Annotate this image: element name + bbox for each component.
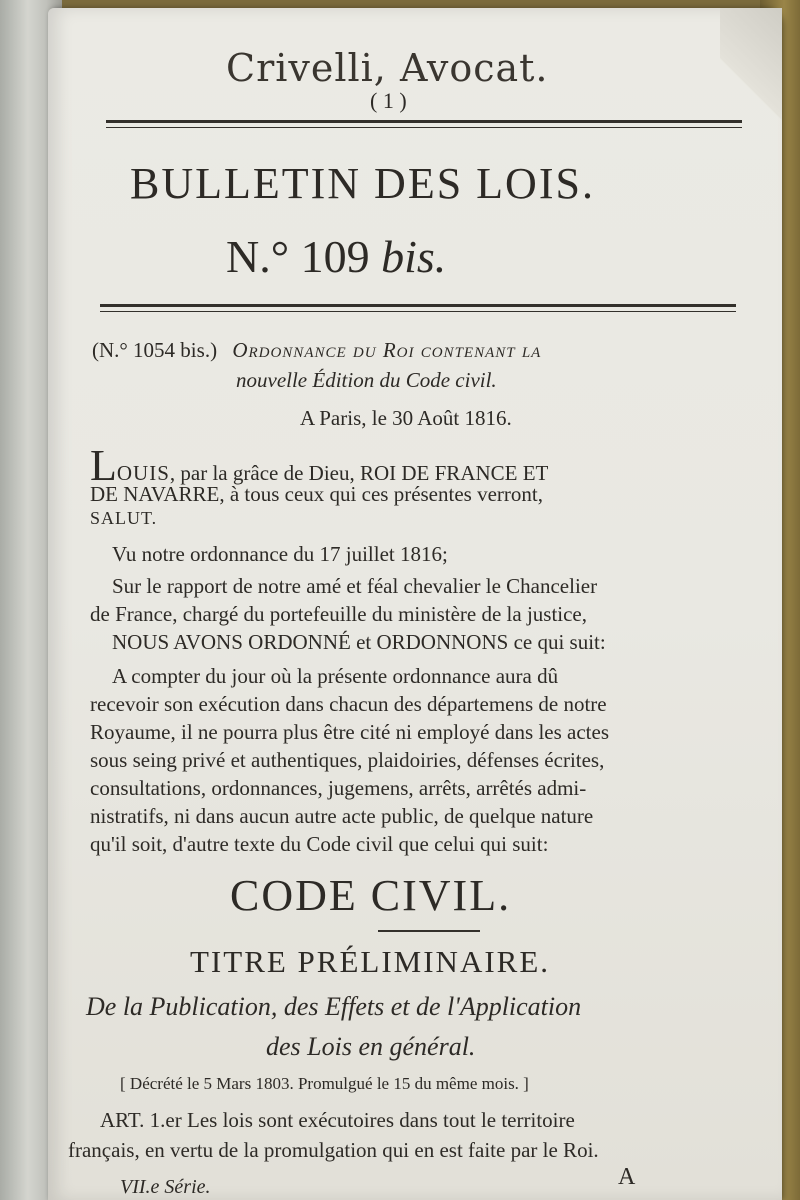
bulletin-number-suffix: bis. bbox=[381, 231, 447, 282]
handwritten-note: Crivelli, Avocat. bbox=[226, 46, 549, 90]
subtitle-line-1: De la Publication, des Effets et de l'Application bbox=[86, 992, 582, 1021]
drop-cap: L bbox=[90, 441, 117, 490]
ordonnance-heading-line2: nouvelle Édition du Code civil. bbox=[236, 368, 497, 392]
header-rule bbox=[100, 304, 736, 307]
ordonnance-ref: (N.° 1054 bis.) bbox=[92, 338, 218, 362]
decree-note: [ Décrété le 5 Mars 1803. Promulgué le 15 du même mois. ] bbox=[120, 1074, 529, 1093]
body-line-14: qu'il soit, d'autre texte du Code civil que celui qui suit: bbox=[90, 832, 549, 856]
body-line-13: nistratifs, ni dans aucun autre acte public, de quelque nature bbox=[90, 804, 594, 828]
page-number: ( 1 ) bbox=[370, 88, 407, 113]
titre-preliminaire: TITRE PRÉLIMINAIRE. bbox=[190, 944, 551, 979]
body-line-4: Vu notre ordonnance du 17 juillet 1816; bbox=[112, 542, 448, 566]
body-line-11: sous seing privé et authentiques, plaidoiries, défenses écrites, bbox=[90, 748, 605, 772]
body-line-1-rest: , par la grâce de Dieu, ROI DE FRANCE ET bbox=[169, 461, 549, 485]
article-1-line-2: français, en vertu de la promulgation qui en est faite par le Roi. bbox=[68, 1138, 599, 1162]
body-line-8: A compter du jour où la présente ordonnance aura dû bbox=[112, 664, 559, 688]
ordonnance-heading: Ordonnance du Roi contenant la bbox=[232, 338, 542, 362]
top-rule bbox=[106, 120, 742, 123]
body-line-2: DE NAVARRE, à tous ceux qui ces présentes verront, bbox=[90, 482, 543, 506]
bulletin-number-prefix: N.° 109 bbox=[226, 231, 370, 282]
body-line-5: Sur le rapport de notre amé et féal chevalier le Chancelier bbox=[112, 574, 598, 598]
body-line-3: SALUT. bbox=[90, 508, 158, 528]
ordonnance-heading-line1 bbox=[92, 338, 541, 363]
bulletin-number bbox=[226, 230, 446, 283]
ordonnance-date: A Paris, le 30 Août 1816. bbox=[300, 406, 512, 430]
series-label: VII.e Série. bbox=[120, 1176, 211, 1198]
title-separator bbox=[378, 930, 480, 932]
body-line-9: recevoir son exécution dans chacun des départemens de notre bbox=[90, 692, 607, 716]
body-line-7: NOUS AVONS ORDONNÉ et ORDONNONS ce qui suit: bbox=[112, 630, 606, 654]
body-line-10: Royaume, il ne pourra plus être cité ni employé dans les actes bbox=[90, 720, 610, 744]
body-line-12: consultations, ordonnances, jugemens, arrêts, arrêtés admi- bbox=[90, 776, 587, 800]
subtitle-line-2: des Lois en général. bbox=[266, 1032, 476, 1061]
king-name: OUIS bbox=[116, 461, 170, 485]
body-line-6: de France, chargé du portefeuille du ministère de la justice, bbox=[90, 602, 588, 626]
document-page bbox=[48, 8, 782, 1200]
bulletin-title: BULLETIN DES LOIS. bbox=[130, 159, 595, 208]
article-1-line-1: ART. 1.er Les lois sont exécutoires dans tout le territoire bbox=[100, 1108, 575, 1132]
signature-mark: A bbox=[618, 1164, 636, 1190]
code-civil-title: CODE CIVIL. bbox=[230, 871, 512, 920]
